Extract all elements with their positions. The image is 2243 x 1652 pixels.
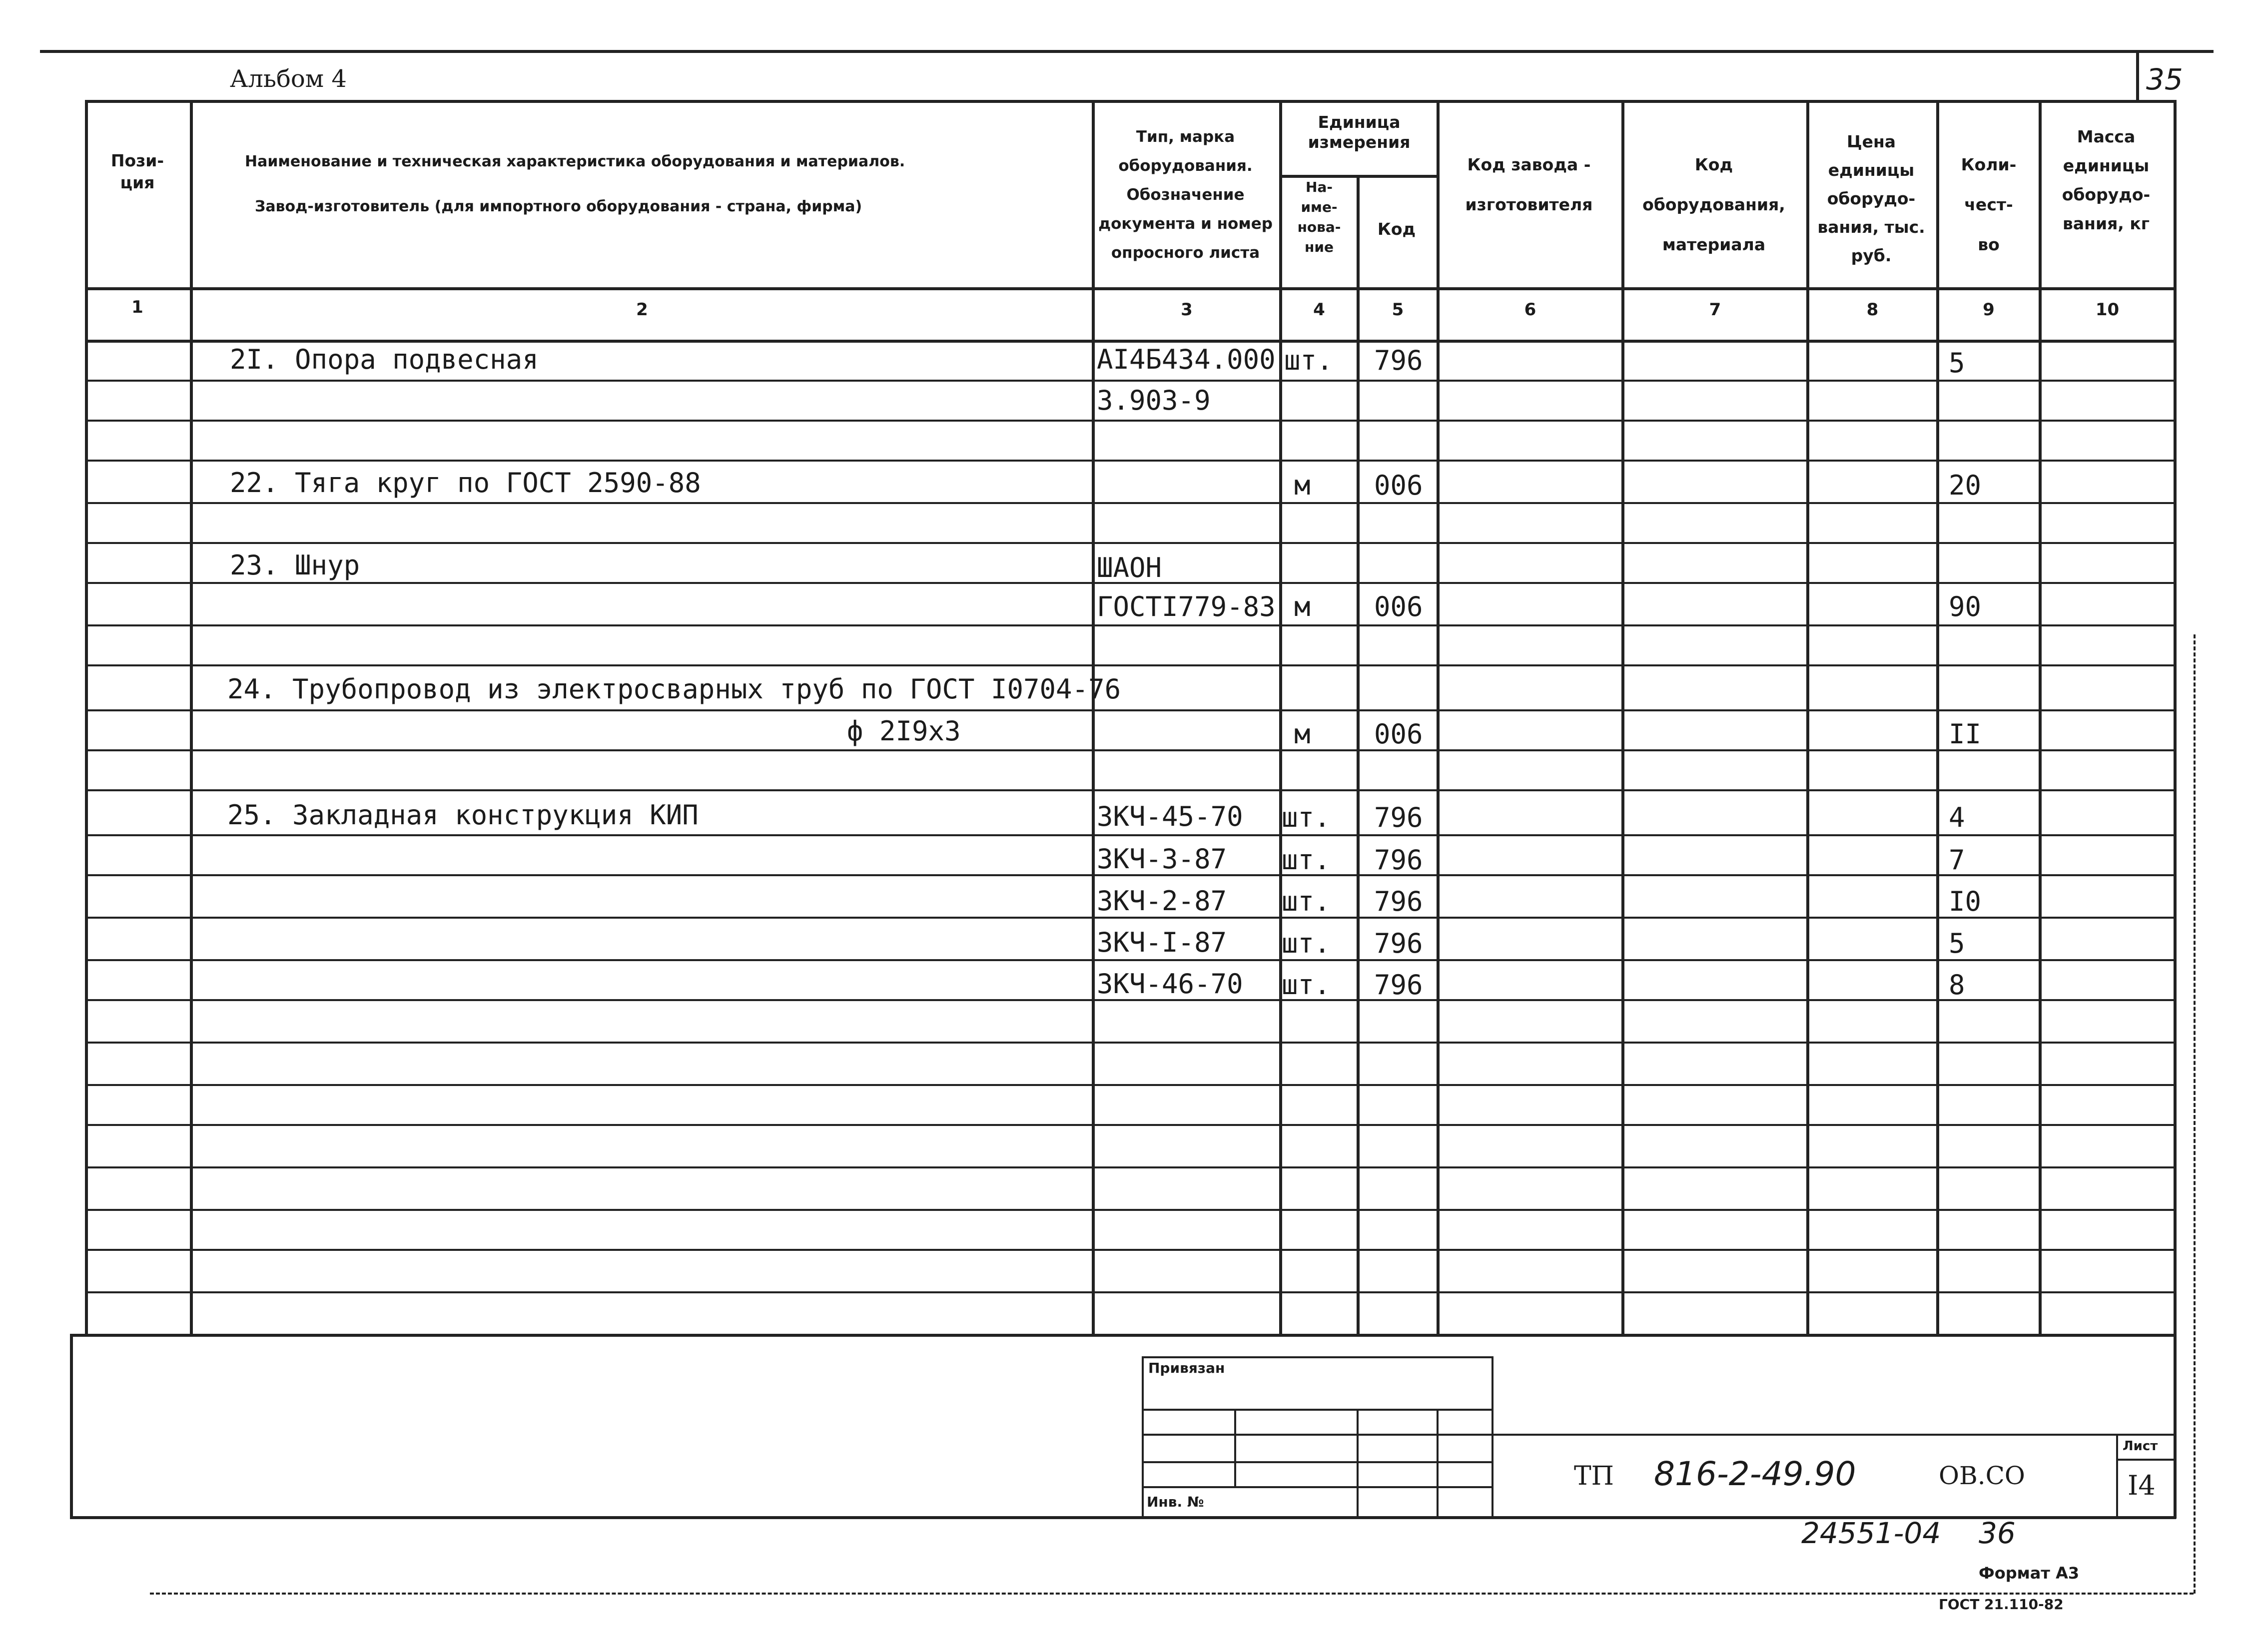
sheet-cell-left xyxy=(2116,1434,2118,1516)
col-line-5 xyxy=(1437,100,1440,1334)
row-25e-type: ЗКЧ-46-70 xyxy=(1097,968,1243,1000)
col-num-9: 9 xyxy=(1983,300,1995,320)
row-25b-type: ЗКЧ-3-87 xyxy=(1097,843,1227,875)
col-num-5: 5 xyxy=(1392,300,1404,320)
row-23b-qty: 90 xyxy=(1949,591,1982,622)
row-24b-qty: II xyxy=(1949,718,1982,750)
header-mass: Масса единицы оборудо-вания, кг xyxy=(2062,127,2151,233)
row-22-unit: м xyxy=(1294,470,1311,501)
row-23b-type: ГОСТI779-83 xyxy=(1097,591,1276,622)
col-num-3: 3 xyxy=(1181,300,1193,320)
colnum-bottom xyxy=(85,340,2174,343)
row-25c-qty: I0 xyxy=(1949,886,1982,917)
row-25d-code: 796 xyxy=(1374,928,1423,959)
stamp-inv: Инв. № xyxy=(1147,1494,1204,1510)
archive-page: 36 xyxy=(1979,1516,2016,1550)
col-line-1 xyxy=(190,100,193,1334)
album-label: Альбом 4 xyxy=(230,65,347,93)
page-number: 35 xyxy=(2146,62,2183,96)
row-22-name: 22. Тяга круг по ГОСТ 2590-88 xyxy=(230,467,701,499)
row-25d-type: ЗКЧ-I-87 xyxy=(1097,927,1227,958)
header-unit-code: Код xyxy=(1377,219,1416,239)
col-line-4 xyxy=(1357,175,1360,1334)
row-25e-qty: 8 xyxy=(1949,969,1965,1001)
col-line-8 xyxy=(1936,100,1939,1334)
col-line-0 xyxy=(85,100,88,1334)
col-line-6 xyxy=(1621,100,1624,1334)
row-25c-type: ЗКЧ-2-87 xyxy=(1097,885,1227,917)
row-21-type: AI4Б434.000 xyxy=(1097,344,1276,375)
stamp-line xyxy=(1142,1409,1492,1411)
page-left-border xyxy=(70,1334,73,1519)
trim-line xyxy=(150,1593,2194,1595)
row-25-name: 25. Закладная конструкция КИП xyxy=(227,799,699,831)
row-25-qty: 4 xyxy=(1949,802,1965,833)
row-line xyxy=(85,624,2174,626)
row-24b-name: ф 2I9х3 xyxy=(847,715,961,747)
row-25c-unit: шт. xyxy=(1282,886,1331,917)
row-25d-unit: шт. xyxy=(1282,928,1331,959)
col-line-10 xyxy=(2174,100,2177,1334)
stamp-line xyxy=(1142,1461,1492,1463)
gost-label: ГОСТ 21.110-82 xyxy=(1939,1596,2064,1613)
top-rule xyxy=(40,50,2214,53)
row-25-code: 796 xyxy=(1374,802,1423,833)
row-23b-unit: м xyxy=(1294,591,1311,622)
header-price: Цена единицы оборудо-вания, тыс. руб. xyxy=(1817,132,1925,265)
row-25e-unit: шт. xyxy=(1282,969,1331,1001)
row-21-unit: шт. xyxy=(1284,345,1333,376)
table-bottom xyxy=(70,1334,2174,1337)
row-line xyxy=(85,834,2174,836)
header-qty: Коли- чест- во xyxy=(1961,155,2017,254)
row-line xyxy=(85,789,2174,791)
header-unit: Единица измерения xyxy=(1308,112,1411,152)
row-22-qty: 20 xyxy=(1949,470,1982,501)
header-unit-name: На- име- нова- ние xyxy=(1297,179,1341,255)
row-line xyxy=(85,749,2174,751)
col-num-8: 8 xyxy=(1866,300,1879,320)
col-num-1: 1 xyxy=(131,297,143,317)
top-right-tick xyxy=(2136,50,2139,102)
header-name-line1: Наименование и техническая характеристика оборудования и материалов. xyxy=(245,153,905,170)
header-factory-code: Код завода - изготовителя xyxy=(1465,155,1593,214)
table-top xyxy=(85,100,2174,103)
row-line xyxy=(85,1166,2174,1168)
sheet-label: Лист xyxy=(2123,1439,2158,1454)
row-21-qty: 5 xyxy=(1949,347,1965,379)
header-bottom xyxy=(85,287,2174,290)
col-num-10: 10 xyxy=(2095,300,2120,320)
row-22-code: 006 xyxy=(1374,470,1423,501)
col-line-9 xyxy=(2039,100,2042,1334)
row-line xyxy=(85,502,2174,504)
col-num-4: 4 xyxy=(1313,300,1325,320)
sheet-number: I4 xyxy=(2128,1470,2156,1501)
stamp-top xyxy=(1142,1356,1492,1358)
row-line xyxy=(85,380,2174,382)
col-line-7 xyxy=(1806,100,1809,1334)
doc-number: 816-2-49.90 xyxy=(1654,1455,1856,1493)
stamp-col xyxy=(1234,1409,1236,1486)
trim-line-right xyxy=(2194,634,2196,1594)
format-label: Формат А3 xyxy=(1979,1564,2080,1583)
col-num-2: 2 xyxy=(636,300,648,320)
stamp-right xyxy=(1492,1356,1494,1516)
row-line xyxy=(85,420,2174,422)
row-25-unit: шт. xyxy=(1282,802,1331,833)
titleblock-top xyxy=(1492,1434,2176,1436)
row-line xyxy=(85,1084,2174,1086)
row-line xyxy=(85,917,2174,919)
row-25b-qty: 7 xyxy=(1949,844,1965,876)
sheet-cell-divider xyxy=(2116,1459,2176,1461)
col-num-6: 6 xyxy=(1524,300,1536,320)
stamp-col xyxy=(1437,1409,1439,1516)
row-25d-qty: 5 xyxy=(1949,928,1965,959)
row-line xyxy=(85,664,2174,666)
row-line xyxy=(85,1249,2174,1251)
row-21b-type: 3.903-9 xyxy=(1097,385,1211,416)
row-25b-code: 796 xyxy=(1374,844,1423,876)
row-line xyxy=(85,460,2174,462)
row-25c-code: 796 xyxy=(1374,886,1423,917)
col-line-2 xyxy=(1092,100,1095,1334)
stamp-col xyxy=(1357,1409,1359,1516)
row-24b-code: 006 xyxy=(1374,718,1423,750)
row-25-type: ЗКЧ-45-70 xyxy=(1097,801,1243,832)
archive-number: 24551-04 xyxy=(1801,1516,1941,1550)
row-21-code: 796 xyxy=(1374,345,1423,376)
stamp-line xyxy=(1142,1434,1492,1436)
col-line-3 xyxy=(1279,100,1282,1334)
stamp-line xyxy=(1142,1486,1492,1488)
row-line xyxy=(85,709,2174,711)
header-name-line2: Завод-изготовитель (для импортного оборудования - страна, фирма) xyxy=(255,198,862,215)
page-right-border xyxy=(2174,1334,2177,1519)
row-line xyxy=(85,1291,2174,1293)
col-num-7: 7 xyxy=(1709,300,1721,320)
row-23b-code: 006 xyxy=(1374,591,1423,622)
row-23-name: 23. Шнур xyxy=(230,550,360,581)
stamp-left xyxy=(1142,1356,1144,1516)
row-line xyxy=(85,1124,2174,1126)
section-code: ОВ.СО xyxy=(1939,1461,2025,1490)
row-line xyxy=(85,1042,2174,1044)
header-position: Пози- ция xyxy=(110,151,164,192)
row-21-name: 2I. Опора подвесная xyxy=(230,344,539,375)
tp-label: ТП xyxy=(1574,1461,1614,1491)
row-line xyxy=(85,1209,2174,1211)
row-line xyxy=(85,959,2174,961)
row-24-name: 24. Трубопровод из электросварных труб по ГОСТ I0704-76 xyxy=(227,673,1121,705)
stamp-privyazan: Привязан xyxy=(1148,1360,1225,1376)
row-25e-code: 796 xyxy=(1374,969,1423,1001)
header-equip-code: Код оборудования, материала xyxy=(1642,155,1785,254)
row-24b-unit: м xyxy=(1294,718,1311,750)
row-23-type: ШАОН xyxy=(1097,552,1162,583)
header-type: Тип, марка оборудования. Обозначение документа и номер опросного листа xyxy=(1098,128,1273,262)
row-line xyxy=(85,542,2174,544)
row-25b-unit: шт. xyxy=(1282,844,1331,876)
